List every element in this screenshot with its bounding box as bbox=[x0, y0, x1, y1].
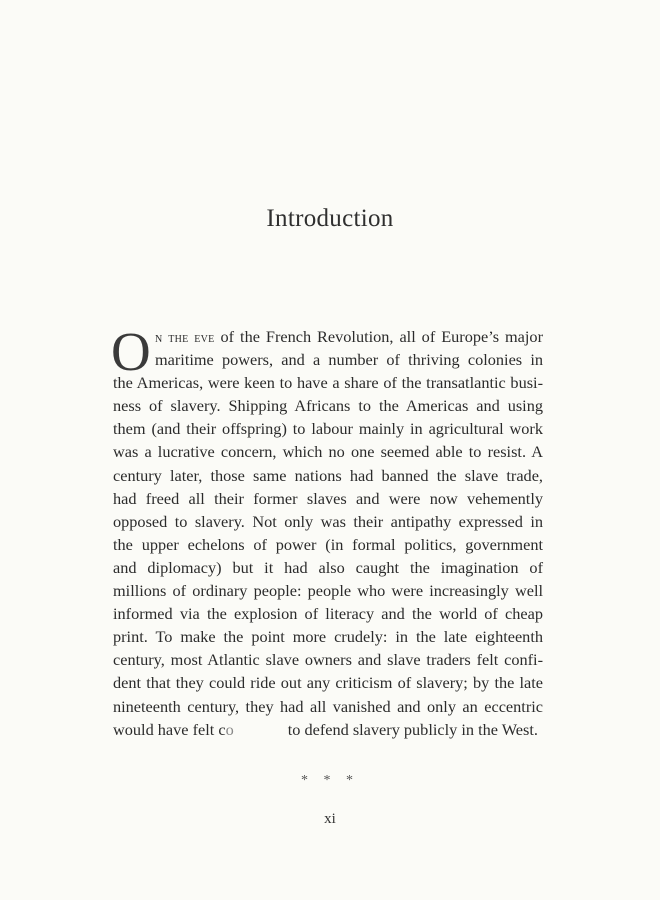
paragraph-line: ness of slavery. Shipping Africans to the Americas and using bbox=[113, 396, 543, 416]
opening-smallcaps: n the eve bbox=[155, 331, 215, 346]
paragraph-line: millions of ordinary people: people who were increasingly well bbox=[113, 581, 543, 601]
paragraph-line: informed via the explosion of literacy and the world of cheap bbox=[113, 604, 543, 624]
paragraph-line: dent that they could ride out any criticism of slavery; by the late bbox=[113, 673, 543, 693]
paragraph-line: the Americas, were keen to have a share of the transatlantic busi- bbox=[113, 373, 543, 393]
paragraph-line bbox=[113, 325, 543, 348]
paragraph-line: had freed all their former slaves and were now vehemently bbox=[113, 488, 543, 508]
paragraph-line: was a lucrative concern, which no one seemed able to resist. A bbox=[113, 442, 543, 462]
drop-cap: O bbox=[111, 321, 151, 382]
paragraph-line: the upper echelons of power (in formal politics, government bbox=[113, 534, 543, 554]
last-line-end: to defend slavery publicly in the West. bbox=[287, 719, 538, 739]
page-number: xi bbox=[324, 811, 336, 827]
paragraph-line: maritime powers, and a number of thriving colonies in bbox=[155, 350, 543, 370]
paragraph-line: them (and their offspring) to labour mainly in agricultural work bbox=[113, 419, 543, 439]
paragraph-line: print. To make the point more crudely: in the late eighteenth bbox=[113, 627, 543, 647]
section-break-ornament: * * * bbox=[301, 773, 359, 788]
paragraph-line: opposed to slavery. Not only was their antipathy expressed in bbox=[113, 511, 543, 531]
faded-text: o bbox=[225, 719, 234, 739]
chapter-title: Introduction bbox=[266, 205, 394, 232]
paragraph-line: and diplomacy) but it had also caught the imagination of bbox=[113, 557, 543, 577]
paragraph-last-line bbox=[113, 718, 543, 741]
last-line-start: would have felt c bbox=[113, 719, 226, 739]
paragraph-line: nineteenth century, they had all vanished and only an eccentric bbox=[113, 696, 543, 716]
paragraph-line: century later, those same nations had banned the slave trade, bbox=[113, 465, 543, 485]
body-paragraph bbox=[111, 321, 543, 741]
paragraph-line: century, most Atlantic slave owners and slave traders felt confi- bbox=[113, 650, 543, 670]
opening-line-text: of the French Revolution, all of Europe’s major bbox=[214, 327, 543, 346]
